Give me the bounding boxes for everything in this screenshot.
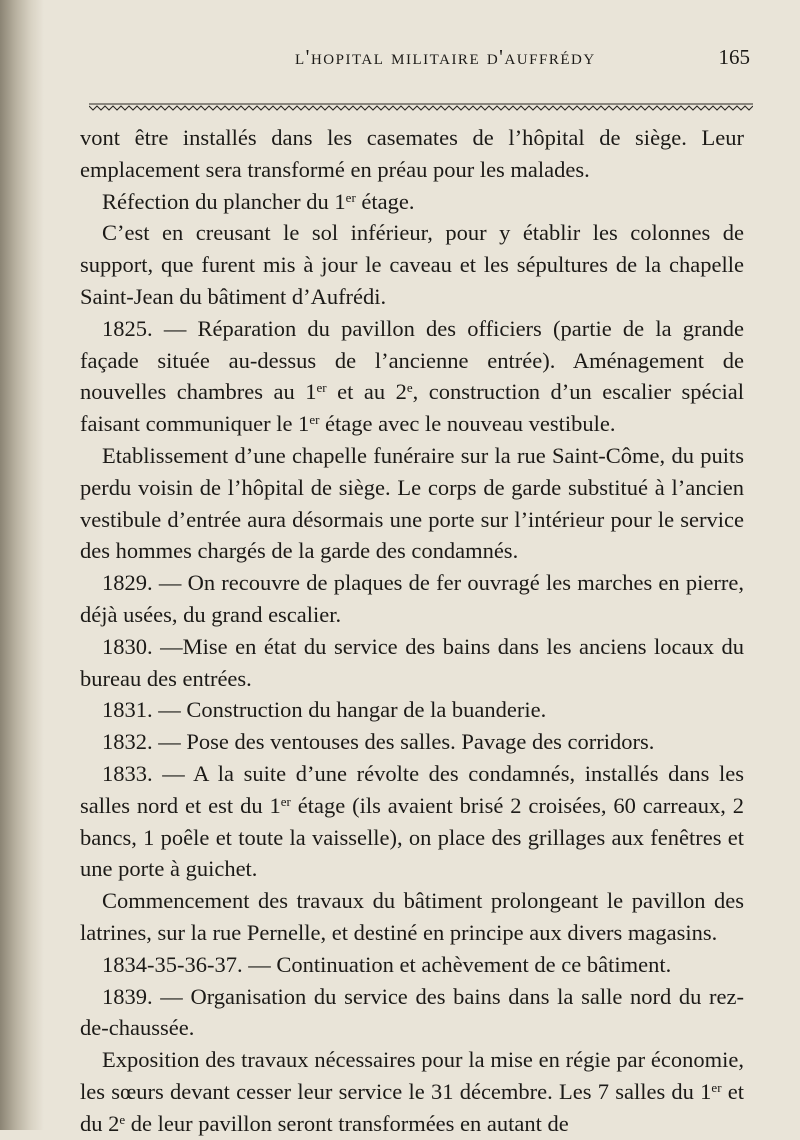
paragraph-8: 1831. — Construction du hangar de la buanderie. — [102, 697, 547, 723]
page-number: 165 — [718, 45, 750, 69]
paragraph-10: 1833. — A la suite d’une révolte des condamnés, installés dans les salles nord et est du 1er étage (ils avaient brisé 2 croisées, 60 carreaux, 2 bancs, 1 poêle et toute la vaisselle), on place des grillages aux fenêtres et une porte à guichet. — [80, 760, 744, 882]
paragraph-2: Réfection du plancher du 1er étage. — [102, 188, 415, 214]
paragraph-13: 1839. — Organisation du service des bains dans la salle nord du rez-de-chaussée. — [80, 983, 744, 1041]
paragraph-6: 1829. — On recouvre de plaques de fer ouvragé les marches en pierre, déjà usées, du grand escalier. — [80, 570, 744, 627]
paragraph-3: C’est en creusant le sol inférieur, pour y établir les colonnes de support, que furent mis à jour le caveau et les sépultures de la chapelle Saint-Jean du bâtiment d’Aufrédi. — [80, 220, 744, 309]
paragraph-7: 1830. —Mise en état du service des bains dans les anciens locaux du bureau des entrées. — [80, 633, 744, 691]
body-text — [80, 122, 744, 1140]
paragraph-9: 1832. — Pose des ventouses des salles. Pavage des corridors. — [102, 729, 655, 755]
paragraph-14: Exposition des travaux nécessaires pour la mise en régie par économie, les sœurs devant cesser leur service le 31 décembre. Les 7 salles du 1er et du 2e de leur pavillon seront transformées en autant de — [80, 1047, 745, 1136]
page-header — [80, 45, 750, 85]
page-gutter-shadow — [0, 0, 44, 1130]
paragraph-12: 1834-35-36-37. — Continuation et achèvement de ce bâtiment. — [102, 951, 672, 977]
running-title: l'hopital militaire d'auffrédy — [295, 45, 596, 69]
book-page — [60, 0, 750, 1136]
paragraph-11: Commencement des travaux du bâtiment prolongeant le pavillon des latrines, sur la rue Pernelle, et destiné en principe aux divers magasins. — [80, 888, 744, 945]
header-ornamental-rule — [89, 103, 753, 111]
paragraph-4: 1825. — Réparation du pavillon des officiers (partie de la grande façade située au-dessus de l’ancienne entrée). Aménagement de nouvelles chambres au 1er et au 2e, construction d’un escalier spécial faisant communiquer le 1er étage avec le nouveau vestibule. — [80, 315, 744, 437]
paragraph-5: Etablissement d’une chapelle funéraire sur la rue Saint-Côme, du puits perdu voisin de l’hôpital de siège. Le corps de garde substitué à l’ancien vestibule d’entrée aura désormais une porte sur l’intérieur pour le service des hommes chargés de la garde des condamnés. — [80, 442, 744, 564]
paragraph-1: vont être installés dans les casemates de l’hôpital de siège. Leur emplacement sera transformé en préau pour les malades. — [80, 125, 744, 182]
